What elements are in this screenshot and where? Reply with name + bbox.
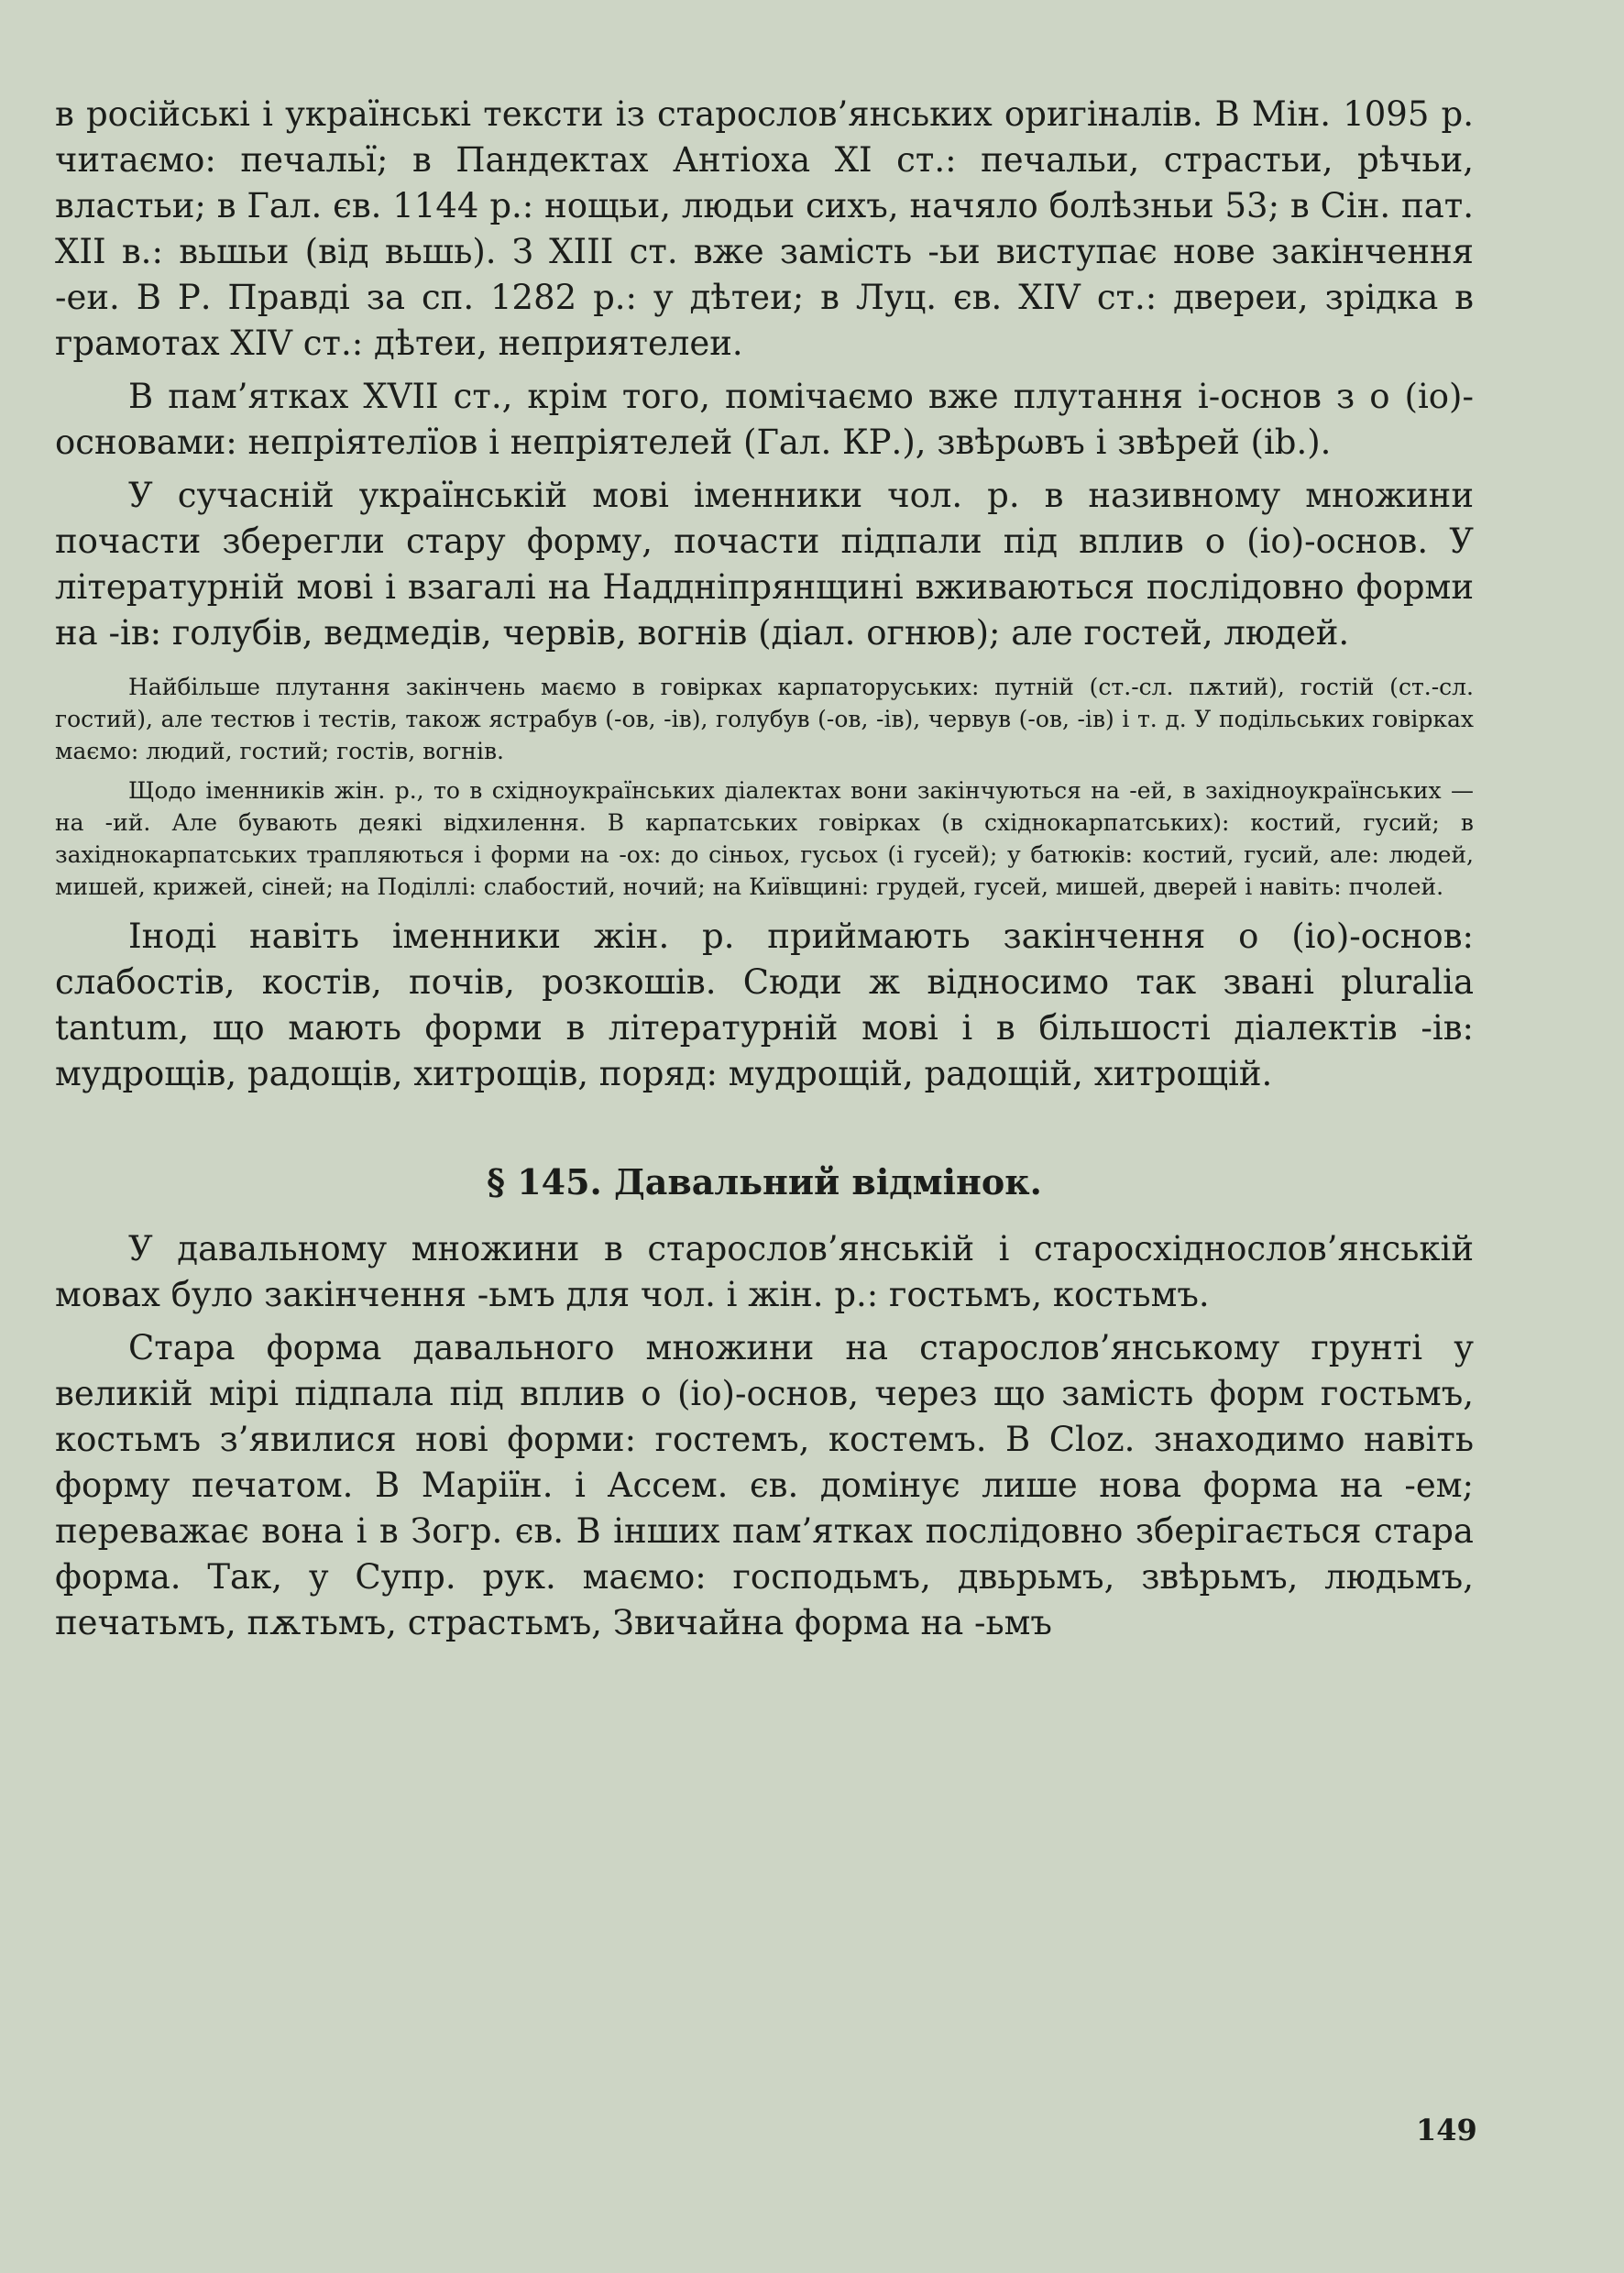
small-paragraph-1: Найбільше плутання закінчень маємо в говірках карпаторуських: путній (ст.-сл. пѫтий), гостій (ст.-сл. гостий), але тестюв і тестів, також ястрабув (-ов, -ів), голубув (-ов, -ів), червув (-ов, -ів) і т. д. У подільських говірках маємо: людий, гостий; гостів, вогнів. bbox=[55, 674, 1474, 764]
section-heading: § 145. Давальний відмінок. bbox=[487, 1161, 1042, 1202]
small-paragraph-2: Щодо іменників жін. р., то в східноукраїнських діалектах вони закінчуються на -ей, в західноукраїнських — на -ий. Але бувають деякі відхилення. В карпатських говірках (в східнокарпатських): костий, гусий; в західнокарпатських трапляються і форми на -ох: до сіньох, гусьох (і гусей); у батюків: костий, гусий, але: людей, мишей, крижей, сіней; на Поділлі: слабостий, ночий; на Київщині: грудей, гусей, мишей, дверей і навіть: пчолей. bbox=[55, 777, 1474, 900]
page-number: 149 bbox=[1416, 2113, 1477, 2147]
paragraph-3: У сучасній українській мові іменники чол. р. в називному множини почасти зберегли стару форму, почасти підпали під вплив о (іо)-основ. У літературній мові і взагалі на Наддніпрянщині вживаються послідовно форми на -ів: голубів, ведмедів, червів, вогнів (діал. огнюв); але гостей, людей. bbox=[55, 476, 1474, 653]
paragraph-2: В пам’ятках XVII ст., крім того, помічаємо вже плутання і-основ з о (іо)-основами: непріятелїов і непріятелей (Гал. КР.), звѣрωвъ і звѣрей (ib.). bbox=[55, 377, 1474, 462]
section-paragraph-2: Стара форма давального множини на старослов’янському грунті у великій мірі підпала під вплив о (іо)-основ, через що замість форм гостьмъ, костьмъ з’явилися нові форми: гостемъ, костемъ. В Cloz. знаходимо навіть форму печатом. В Маріїн. і Ассем. єв. домінує лише нова форма на -ем; переважає вона і в Зогр. єв. В інших пам’ятках послідовно зберігається стара форма. Так, у Супр. рук. маємо: господьмъ, двьрьмъ, звѣрьмъ, людьмъ, печатьмъ, пѫтьмъ, страстьмъ, Звичайна форма на -ьмъ bbox=[55, 1328, 1474, 1642]
paragraph-4: Іноді навіть іменники жін. р. приймають закінчення о (іо)-основ: слабостів, костів, почів, розкошів. Сюди ж відносимо так звані pluralia tantum, що мають форми в літературній мові і в більшості діалектів -ів: мудрощів, радощів, хитрощів, поряд: мудрощій, радощій, хитрощій. bbox=[55, 917, 1474, 1093]
page-content bbox=[55, 92, 1474, 1646]
section-paragraph-1: У давальному множини в старослов’янській і старосхіднослов’янській мовах було закінчення -ьмъ для чол. і жін. р.: гостьмъ, костьмъ. bbox=[55, 1229, 1474, 1314]
paragraph-1: в російські і українські тексти із старослов’янських оригіналів. В Мін. 1095 р. читаємо: печальї; в Пандектах Антіоха XI ст.: печальи, страстьи, рѣчьи, властьи; в Гал. єв. 1144 р.: нощьи, людьи сихъ, начяло болѣзньи 53; в Сін. пат. XII в.: вьшьи (від вьшь). З XIII ст. вже замість -ьи виступає нове закінчення -еи. В Р. Правді за сп. 1282 р.: у дѣтеи; в Луц. єв. XIV ст.: двереи, зрідка в грамотах XIV ст.: дѣтеи, неприятелеи. bbox=[55, 94, 1474, 363]
